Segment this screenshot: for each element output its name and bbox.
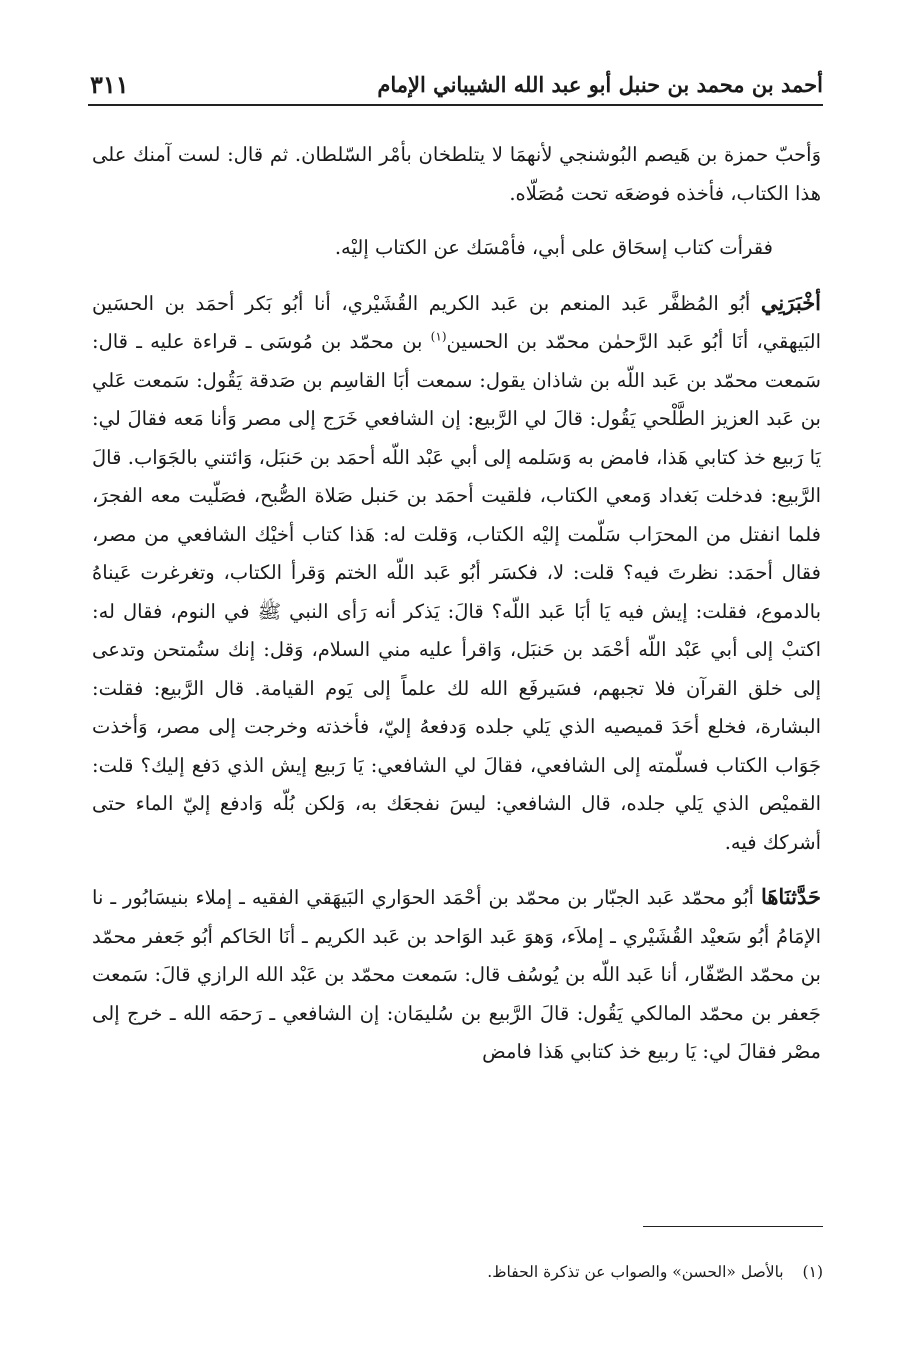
paragraph-4-text: أبُو محمّد عَبد الجبّار بن محمّد بن أحْمَد الحوَاري البَيهَقي الفقيه ـ إملاء بنيسَابُور ـ نا الإمَامُ أبُو سَعيْد القُشَيْري ـ إملاَء، وَهوَ عَبد الوَاحد بن عَبد الكريم ـ أنَا الحَاكم أبُو جَعفر محمّد بن محمّد الصّفّار، أنا عَبد اللّه بن يُوسُف قال: سَمعت محمّد بن عَبْد الله الرازي قالَ: سَمعت جَعفر بن محمّد المالكي يَقُول: قالَ الرَّبيع بن سُليمَان: إن الشافعي ـ رَحمَه الله ـ خرج إلى مصْر فقالَ لي: يَا ربيع خذ كتابي هَذا فامض bbox=[92, 886, 821, 1063]
footnote-ref: (١) bbox=[430, 329, 447, 344]
footnote-text: بالأصل «الحسن» والصواب عن تذكرة الحفاظ. bbox=[487, 1263, 784, 1281]
paragraph-3-text-b: بن محمّد بن مُوسَى ـ قراءة عليه ـ قال: سَمعت محمّد بن عَبد اللّه بن شاذان يقول: سمعت أبَا القاسِم بن صَدقة يَقُول: سَمعت عَلي بن عَبد العزيز الطَّلْحي يَقُول: قالَ لي الرَّبيع: إن الشافعي خَرَج إلى مصر وَأنا مَعه فقالَ لي: يَا رَبيع خذ كتابي هَذا، فامض به وَسَلمه إلى أبي عَبْد اللّه أحمَد بن حَنبَل، وَائتني بالجَوَاب. قالَ الرَّبيع: فدخلت بَغداد وَمعي الكتاب، فلقيت أحمَد بن حَنبل صَلاة الصُّبح، فصَلّيت معه الفجرَ، فلما انفتل من المحرَاب سَلّمت إليْه الكتاب، وَقلت له: هَذا كتاب أخيْك الشافعي من مصر، فقال أحمَد: نظرتَ فيه؟ قلت: لا، فكسَر أبُو عَبد اللّه الختم وَقرأ الكتاب، وتغرغرت عَيناهُ بالدموع، فقلت: إيش فيه يَا أبَا عَبد اللّه؟ قالَ: يَذكر أنه رَأى النبي ﷺ في النوم، فقال له: اكتبْ إلى أبي عَبْد اللّه أحْمَد بن حَنبَل، وَاقرأ عليه مني السلام، وَقل: إنك ستُمتحن وتدعى إلى خلق القرآن فلا تجبهم، فسَيرفَع الله لك علماً إلى يَوم القيامة. قال الرَّبيع: فقلت: البشارة، فخلع أحَدَ قميصيه الذي يَلي جلده وَدفعهُ إليّ، فأخذته وخرجت إلى مصر، وَأخذت جَوَاب الكتاب فسلّمته إلى الشافعي، فقالَ لي الشافعي: يَا رَبيع إيش الذي دَفع إليك؟ قلت: القميْص الذي يَلي جلده، قال الشافعي: ليسَ نفجعَك به، وَلكن بُلّه وَادفع إليّ الماء حتى أشركك فيه. bbox=[92, 330, 821, 854]
footnote-rule bbox=[643, 1226, 823, 1227]
running-header bbox=[90, 66, 823, 106]
paragraph-3 bbox=[92, 284, 821, 863]
header-rule bbox=[88, 104, 823, 106]
paragraph-3-lead: أخْبَرَنِي bbox=[760, 289, 822, 315]
paragraph-3-text-a: أبُو المُظفَّر عَبد المنعم بن عَبد الكريم القُشَيْري، أنا أبُو بَكر أحمَد بن الحسَين البَيهقي، أنَا أبُو عَبد الرَّحمٰن محمّد بن الحسين bbox=[92, 291, 821, 353]
paragraph-1: وَأحبّ حمزة بن هَيصم البُوشنجي لأنهمَا لا يتلطخان بأمْر السّلطان. ثم قال: لست آمنك على هذا الكتاب، فأخذه فوضعَه تحت مُصَلّاه. bbox=[92, 143, 821, 205]
paragraph-4 bbox=[92, 878, 821, 1072]
page-number: ٣١١ bbox=[90, 70, 129, 99]
footnote bbox=[92, 1260, 823, 1284]
paragraph-2: فقرأت كتاب إسحَاق على أبي، فأمْسَك عن الكتاب إليْه. bbox=[334, 236, 773, 259]
main-text bbox=[92, 136, 821, 1072]
paragraph-4-lead: حَدَّثنَاهَا bbox=[760, 884, 822, 909]
header-title: أحمد بن محمد بن حنبل أبو عبد الله الشيباني الإمام bbox=[377, 72, 823, 97]
footnote-number: (١) bbox=[802, 1263, 823, 1281]
